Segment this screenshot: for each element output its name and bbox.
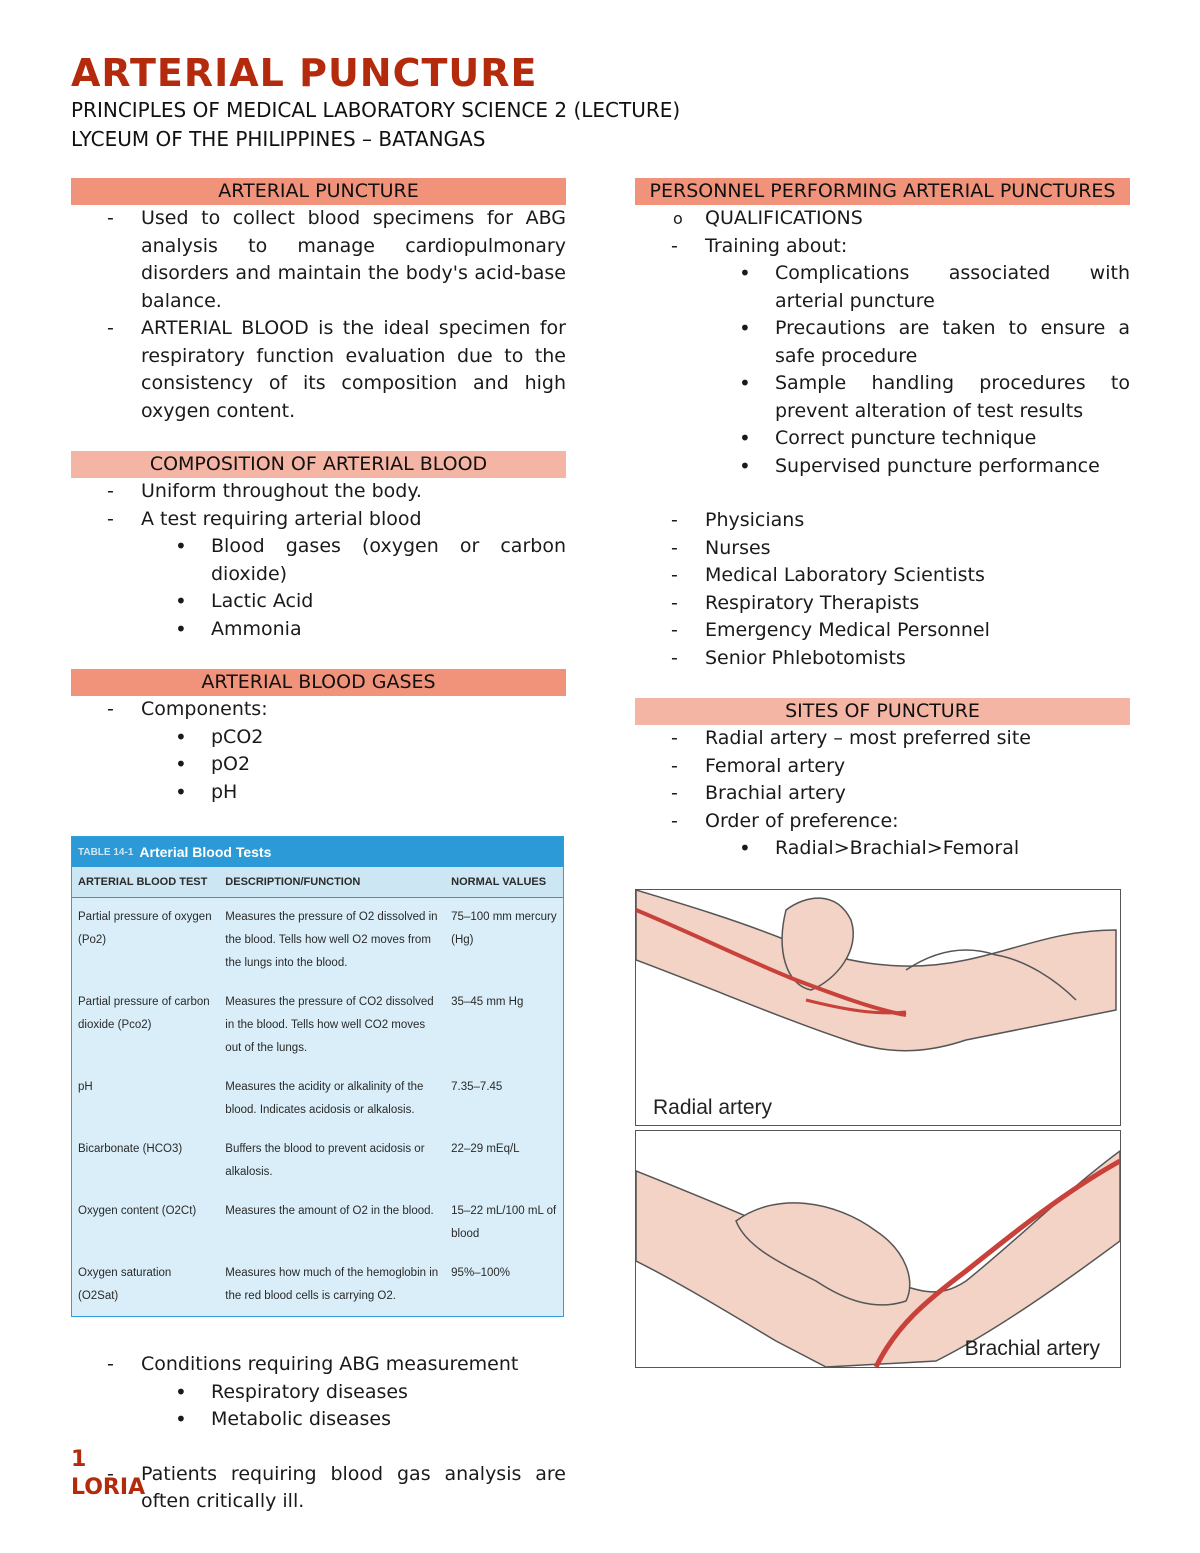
- list-item: - Training about:: [635, 233, 1130, 261]
- column-header: DESCRIPTION/FUNCTION: [219, 867, 445, 898]
- section-arterial-puncture: [71, 178, 566, 425]
- table-row: [72, 1068, 563, 1130]
- sub-list-item: • Precautions are taken to ensure a safe procedure: [635, 315, 1130, 370]
- sub-list-item: • Respiratory diseases: [71, 1379, 566, 1407]
- figure-label: Brachial artery: [964, 1336, 1100, 1360]
- section-heading: COMPOSITION OF ARTERIAL BLOOD: [71, 451, 566, 478]
- table-cell: 35–45 mm Hg: [451, 996, 524, 1008]
- section-heading: ARTERIAL BLOOD GASES: [71, 669, 566, 696]
- table-caption: [72, 837, 563, 867]
- page-header: [71, 50, 680, 154]
- table-cell: Oxygen content (O2Ct): [78, 1205, 197, 1217]
- school-name: LYCEUM OF THE PHILIPPINES – BATANGAS: [71, 127, 486, 151]
- radial-artery-illustration: [636, 890, 1120, 1125]
- section-abg-conditions: [71, 1351, 566, 1516]
- list-item: - Senior Phlebotomists: [635, 645, 1130, 673]
- sub-list-item: • Blood gases (oxygen or carbon dioxide): [71, 533, 566, 588]
- table-cell: Measures how much of the hemoglobin in the red blood cells is carrying O2.: [225, 1267, 439, 1302]
- course-title: PRINCIPLES OF MEDICAL LABORATORY SCIENCE 2 (LECTURE): [71, 98, 681, 122]
- table-row: [72, 1254, 563, 1316]
- list-item: - ARTERIAL BLOOD is the ideal specimen for respiratory function evaluation due to the consistency of its composition and high oxygen content.: [71, 315, 566, 425]
- table-cell: Partial pressure of oxygen (Po2): [78, 911, 212, 946]
- section-heading: ARTERIAL PUNCTURE: [71, 178, 566, 205]
- list-item: - Patients requiring blood gas analysis are often critically ill.: [71, 1461, 566, 1516]
- list-item: - Respiratory Therapists: [635, 590, 1130, 618]
- column-header: NORMAL VALUES: [445, 867, 563, 898]
- brachial-artery-figure: [635, 1130, 1121, 1368]
- list-item: - Used to collect blood specimens for ABG analysis to manage cardiopulmonary disorders and maintain the body's acid-base balance.: [71, 205, 566, 315]
- section-blood-gases: [71, 669, 566, 806]
- table-cell: Bicarbonate (HCO3): [78, 1143, 183, 1155]
- table-row: [72, 983, 563, 1068]
- table-row: [72, 1192, 563, 1254]
- section-personnel: [635, 178, 1130, 672]
- arterial-blood-tests-table: [71, 836, 564, 1317]
- list-item: - Radial artery – most preferred site: [635, 725, 1130, 753]
- table-cell: 15–22 mL/100 mL of blood: [451, 1205, 557, 1240]
- left-column: [71, 178, 566, 1516]
- table-title: Arterial Blood Tests: [139, 844, 272, 860]
- right-column: [635, 178, 1130, 1368]
- table-cell: Partial pressure of carbon dioxide (Pco2): [78, 996, 210, 1031]
- page-title: ARTERIAL PUNCTURE: [71, 51, 538, 95]
- sub-list-item: • pH: [71, 779, 566, 807]
- list-item: o QUALIFICATIONS: [635, 205, 1130, 233]
- sub-list-item: • Ammonia: [71, 616, 566, 644]
- table-cell: 75–100 mm mercury (Hg): [451, 911, 557, 946]
- figure-label: Radial artery: [653, 1095, 773, 1119]
- sub-list-item: • Complications associated with arterial puncture: [635, 260, 1130, 315]
- table-cell: 7.35–7.45: [451, 1081, 503, 1093]
- section-heading: PERSONNEL PERFORMING ARTERIAL PUNCTURES: [635, 178, 1130, 205]
- list-item: - Brachial artery: [635, 780, 1130, 808]
- sub-list-item: • Lactic Acid: [71, 588, 566, 616]
- table-cell: 95%–100%: [451, 1267, 510, 1279]
- table-cell: Oxygen saturation (O2Sat): [78, 1267, 172, 1302]
- sub-list-item: • Correct puncture technique: [635, 425, 1130, 453]
- table-row: [72, 898, 563, 984]
- list-item: - Emergency Medical Personnel: [635, 617, 1130, 645]
- sub-list-item: • Sample handling procedures to prevent alteration of test results: [635, 370, 1130, 425]
- table-cell: Measures the amount of O2 in the blood.: [225, 1205, 434, 1217]
- section-sites: [635, 698, 1130, 863]
- table-cell: Measures the pressure of CO2 dissolved in the blood. Tells how well CO2 moves out of the lungs.: [225, 996, 434, 1054]
- author-name: LORIA: [71, 1475, 146, 1500]
- page-number: 1: [71, 1447, 87, 1472]
- table-cell: Measures the acidity or alkalinity of the blood. Indicates acidosis or alkalosis.: [225, 1081, 424, 1116]
- table-number: TABLE 14-1: [78, 846, 134, 858]
- sub-list-item: • Radial>Brachial>Femoral: [635, 835, 1130, 863]
- brachial-artery-illustration: [636, 1131, 1120, 1367]
- list-item: - A test requiring arterial blood: [71, 506, 566, 534]
- radial-artery-figure: [635, 889, 1121, 1126]
- section-composition: [71, 451, 566, 643]
- sub-list-item: • pO2: [71, 751, 566, 779]
- table-cell: 22–29 mEq/L: [451, 1143, 520, 1155]
- list-item: - Uniform throughout the body.: [71, 478, 566, 506]
- list-item: - Nurses: [635, 535, 1130, 563]
- list-item: - Physicians: [635, 507, 1130, 535]
- section-heading: SITES OF PUNCTURE: [635, 698, 1130, 725]
- list-item: - Femoral artery: [635, 753, 1130, 781]
- table-cell: Measures the pressure of O2 dissolved in the blood. Tells how well O2 moves from the lungs into the blood.: [225, 911, 438, 969]
- list-item: - Medical Laboratory Scientists: [635, 562, 1130, 590]
- list-item: - Order of preference:: [635, 808, 1130, 836]
- sub-list-item: • Metabolic diseases: [71, 1406, 566, 1434]
- table-cell: Buffers the blood to prevent acidosis or alkalosis.: [225, 1143, 425, 1178]
- table-row: [72, 1130, 563, 1192]
- column-header: ARTERIAL BLOOD TEST: [72, 867, 219, 898]
- table-header-row: [72, 867, 563, 898]
- table-cell: pH: [78, 1081, 93, 1093]
- page-footer: [71, 1446, 145, 1502]
- list-item: - Components:: [71, 696, 566, 724]
- sub-list-item: • Supervised puncture performance: [635, 453, 1130, 481]
- sub-list-item: • pCO2: [71, 724, 566, 752]
- list-item: - Conditions requiring ABG measurement: [71, 1351, 566, 1379]
